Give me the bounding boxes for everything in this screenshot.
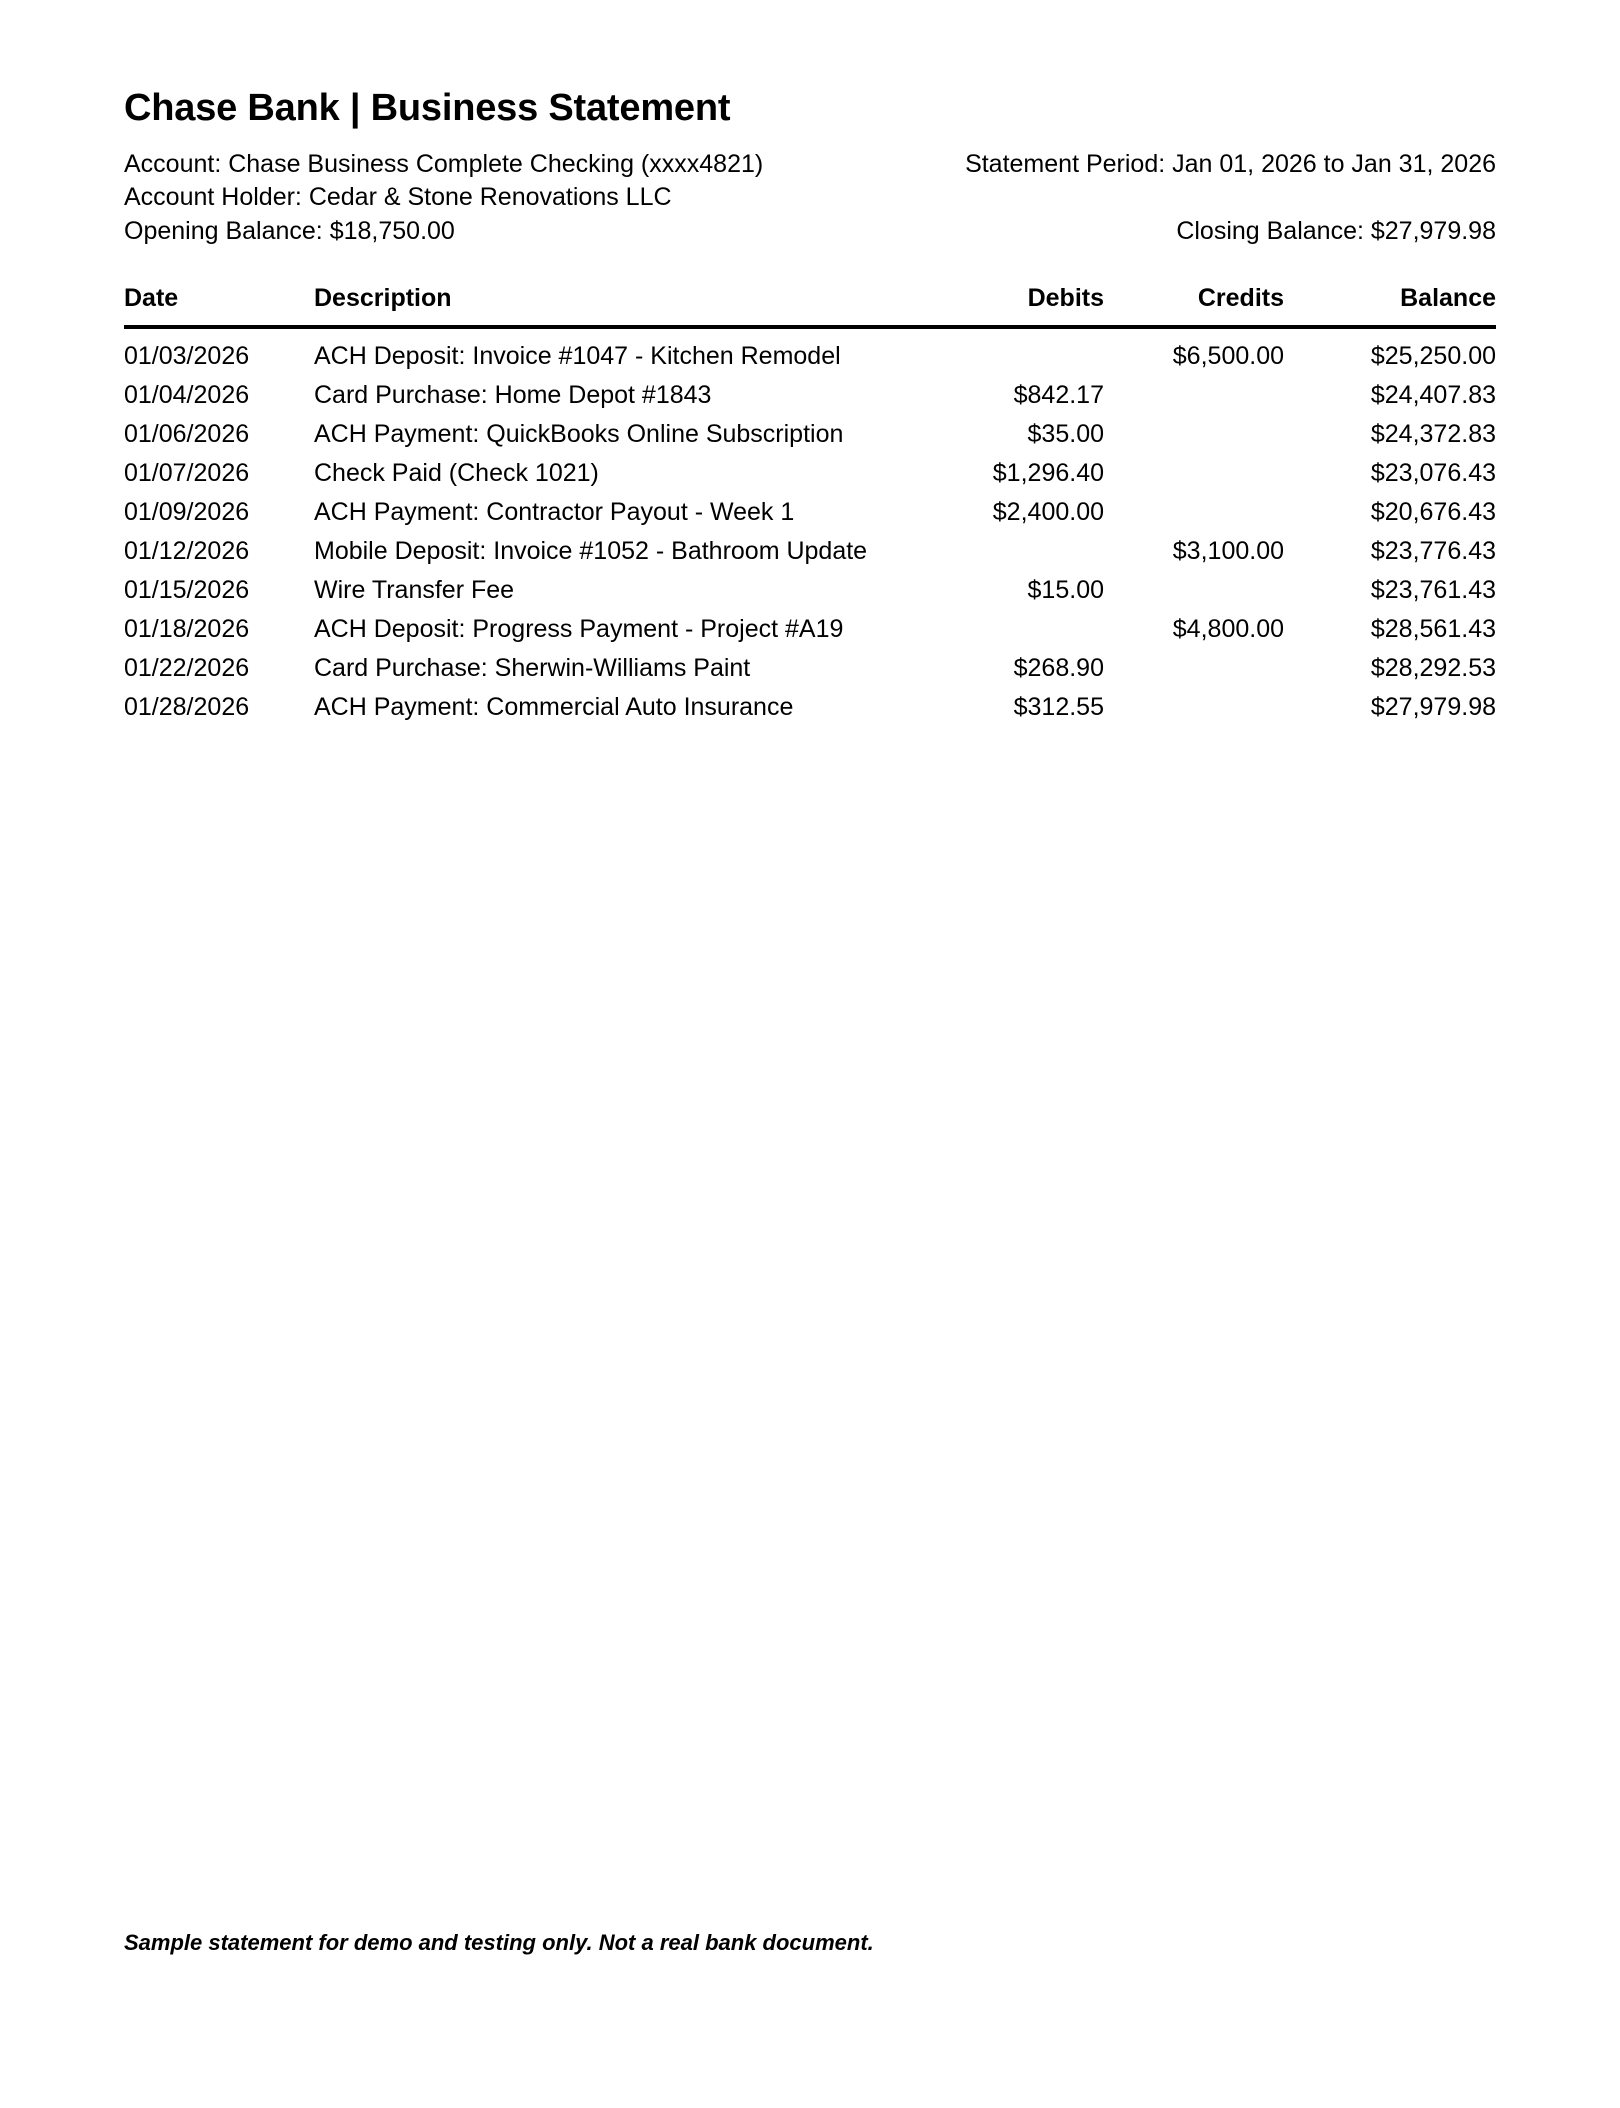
page-title: Chase Bank | Business Statement bbox=[124, 87, 731, 129]
cell-debit: $268.90 bbox=[1013, 654, 1104, 683]
cell-description: Mobile Deposit: Invoice #1052 - Bathroom Update bbox=[314, 537, 868, 566]
cell-credit: $4,800.00 bbox=[1172, 615, 1284, 644]
account-line: Account: Chase Business Complete Checking (xxxx4821) bbox=[124, 149, 764, 178]
cell-description: ACH Deposit: Progress Payment - Project #A19 bbox=[314, 615, 844, 644]
cell-description: Check Paid (Check 1021) bbox=[314, 459, 599, 488]
table-row bbox=[124, 381, 1496, 420]
cell-debit: $1,296.40 bbox=[992, 459, 1104, 488]
cell-debit: $2,400.00 bbox=[992, 498, 1104, 527]
table-row bbox=[124, 327, 1496, 381]
meta-row-balances bbox=[124, 215, 1496, 249]
cell-date: 01/12/2026 bbox=[124, 537, 250, 566]
cell-balance: $20,676.43 bbox=[1370, 498, 1496, 527]
cell-balance: $23,761.43 bbox=[1370, 576, 1496, 605]
cell-credit bbox=[1104, 576, 1284, 615]
cell-credit bbox=[1104, 459, 1284, 498]
cell-date: 01/15/2026 bbox=[124, 576, 250, 605]
account-holder: Account Holder: Cedar & Stone Renovations LLC bbox=[124, 183, 672, 212]
cell-credit bbox=[1104, 654, 1284, 693]
cell-date: 01/04/2026 bbox=[124, 381, 250, 410]
cell-date: 01/03/2026 bbox=[124, 342, 250, 371]
cell-date: 01/22/2026 bbox=[124, 654, 250, 683]
cell-balance: $28,561.43 bbox=[1370, 615, 1496, 644]
cell-credit bbox=[1104, 498, 1284, 537]
cell-description: ACH Deposit: Invoice #1047 - Kitchen Remodel bbox=[314, 342, 841, 371]
opening-balance: Opening Balance: $18,750.00 bbox=[124, 216, 455, 245]
table-header bbox=[124, 284, 1496, 327]
cell-balance: $25,250.00 bbox=[1370, 342, 1496, 371]
cell-date: 01/28/2026 bbox=[124, 693, 250, 722]
table-row bbox=[124, 537, 1496, 576]
cell-debit bbox=[904, 327, 1104, 381]
cell-debit bbox=[904, 537, 1104, 576]
transactions-table bbox=[124, 284, 1496, 732]
cell-date: 01/07/2026 bbox=[124, 459, 250, 488]
cell-date: 01/06/2026 bbox=[124, 420, 250, 449]
cell-debit: $842.17 bbox=[1013, 381, 1104, 410]
meta-row-account bbox=[124, 148, 1496, 182]
cell-balance: $24,372.83 bbox=[1370, 420, 1496, 449]
cell-credit: $3,100.00 bbox=[1172, 537, 1284, 566]
cell-balance: $23,076.43 bbox=[1370, 459, 1496, 488]
cell-credit bbox=[1104, 420, 1284, 459]
statement-meta bbox=[124, 148, 1496, 249]
cell-credit bbox=[1104, 381, 1284, 420]
closing-balance: Closing Balance: $27,979.98 bbox=[1176, 216, 1496, 245]
cell-credit bbox=[1104, 693, 1284, 732]
table-row bbox=[124, 615, 1496, 654]
cell-date: 01/09/2026 bbox=[124, 498, 250, 527]
table-row bbox=[124, 654, 1496, 693]
footer-disclaimer: Sample statement for demo and testing only. Not a real bank document. bbox=[124, 1930, 874, 1955]
column-header-date: Date bbox=[124, 284, 179, 313]
cell-description: ACH Payment: Commercial Auto Insurance bbox=[314, 693, 794, 722]
cell-credit: $6,500.00 bbox=[1172, 342, 1284, 371]
cell-debit: $312.55 bbox=[1013, 693, 1104, 722]
cell-debit: $15.00 bbox=[1027, 576, 1104, 605]
meta-row-holder bbox=[124, 181, 1496, 215]
table-row bbox=[124, 576, 1496, 615]
cell-description: Card Purchase: Home Depot #1843 bbox=[314, 381, 712, 410]
cell-debit bbox=[904, 615, 1104, 654]
table-row bbox=[124, 420, 1496, 459]
cell-balance: $24,407.83 bbox=[1370, 381, 1496, 410]
cell-description: Card Purchase: Sherwin-Williams Paint bbox=[314, 654, 751, 683]
cell-balance: $23,776.43 bbox=[1370, 537, 1496, 566]
column-header-balance: Balance bbox=[1400, 284, 1496, 313]
column-header-debits: Debits bbox=[1027, 284, 1104, 313]
cell-description: ACH Payment: Contractor Payout - Week 1 bbox=[314, 498, 795, 527]
table-header-row bbox=[124, 284, 1496, 327]
cell-debit: $35.00 bbox=[1027, 420, 1104, 449]
column-header-credits: Credits bbox=[1197, 284, 1284, 313]
cell-description: Wire Transfer Fee bbox=[314, 576, 515, 605]
table-row bbox=[124, 498, 1496, 537]
meta-table-spacer bbox=[124, 248, 1496, 284]
cell-date: 01/18/2026 bbox=[124, 615, 250, 644]
cell-description: ACH Payment: QuickBooks Online Subscription bbox=[314, 420, 844, 449]
cell-balance: $27,979.98 bbox=[1370, 693, 1496, 722]
column-header-description: Description bbox=[314, 284, 452, 313]
table-row bbox=[124, 459, 1496, 498]
statement-period: Statement Period: Jan 01, 2026 to Jan 31, 2026 bbox=[965, 149, 1496, 178]
table-row bbox=[124, 693, 1496, 732]
table-body bbox=[124, 327, 1496, 732]
cell-balance: $28,292.53 bbox=[1370, 654, 1496, 683]
